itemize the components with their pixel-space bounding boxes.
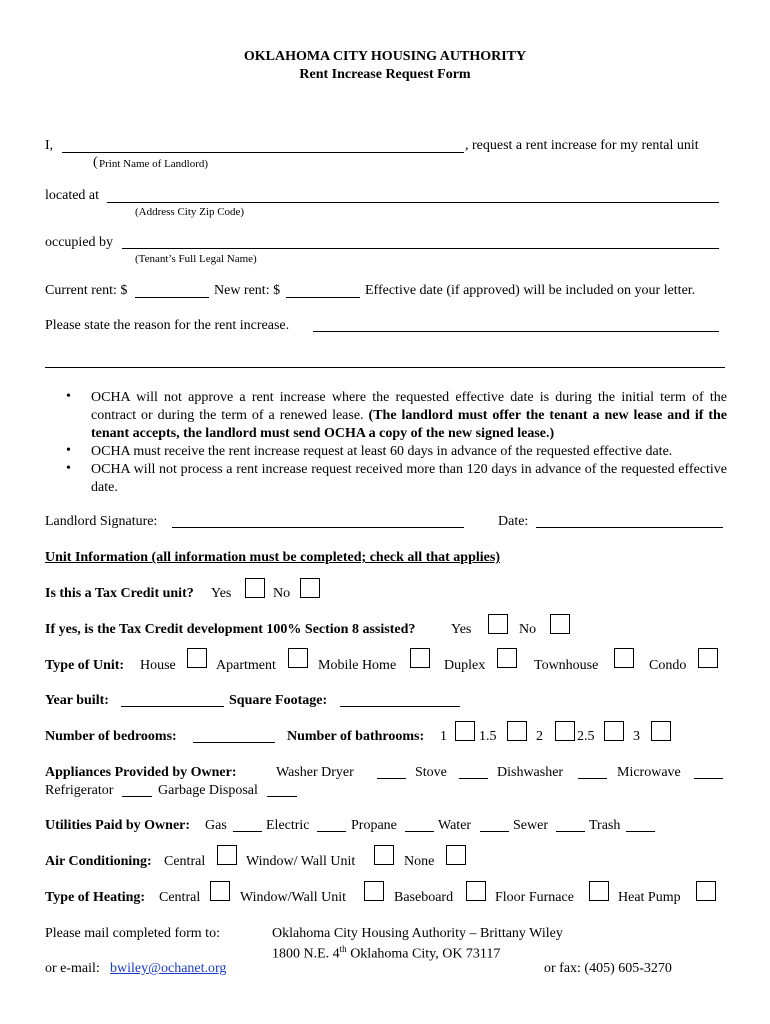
- heat-floor-checkbox[interactable]: [589, 881, 609, 901]
- ac-none-label: None: [404, 854, 435, 869]
- address-hint: (Address City Zip Code): [135, 206, 245, 218]
- appliance-disposal-label: Garbage Disposal: [158, 783, 258, 798]
- heat-window-checkbox[interactable]: [364, 881, 384, 901]
- unit-townhouse-checkbox[interactable]: [614, 648, 634, 668]
- unit-duplex-label: Duplex: [444, 658, 486, 673]
- bullet-1: [91, 389, 727, 443]
- section8-yes-checkbox[interactable]: [488, 614, 508, 634]
- utility-propane-label: Propane: [351, 818, 397, 833]
- heat-baseboard-label: Baseboard: [394, 890, 454, 905]
- bullet-1-bold: (The landlord must offer the tenant a new lease and if the tenant accepts, the landlord must send OCHA a copy of the new signed lease.): [91, 408, 728, 441]
- appliance-microwave-label: Microwave: [617, 765, 681, 780]
- appliance-stove-label: Stove: [415, 765, 447, 780]
- appliance-fridge-label: Refrigerator: [45, 783, 114, 798]
- utility-electric-label: Electric: [266, 818, 310, 833]
- bath-15-label: 1.5: [479, 729, 497, 744]
- heat-pump-label: Heat Pump: [618, 890, 681, 905]
- address-field[interactable]: [107, 202, 719, 203]
- bullet-1-text: OCHA will not approve a rent increase where the requested effective date is during the initial term of the contract or during the term of a renewed lease.: [91, 390, 727, 423]
- signature-field[interactable]: [172, 527, 464, 528]
- appliance-fridge-field[interactable]: [122, 796, 152, 797]
- current-rent-label: Current rent: $: [45, 283, 128, 298]
- bullet-3-dot: •: [66, 461, 71, 476]
- section8-no-checkbox[interactable]: [550, 614, 570, 634]
- ac-window-checkbox[interactable]: [374, 845, 394, 865]
- appliance-disposal-field[interactable]: [267, 796, 297, 797]
- landlord-suffix: , request a rent increase for my rental unit: [465, 138, 699, 153]
- org-title: OKLAHOMA CITY HOUSING AUTHORITY: [243, 49, 527, 64]
- mail-recipient: Oklahoma City Housing Authority – Brittany Wiley: [272, 926, 563, 941]
- year-built-field[interactable]: [121, 706, 224, 707]
- bath-25-checkbox[interactable]: [604, 721, 624, 741]
- bedrooms-field[interactable]: [193, 742, 275, 743]
- sqft-label: Square Footage:: [229, 693, 328, 708]
- heat-central-label: Central: [159, 890, 201, 905]
- ac-none-checkbox[interactable]: [446, 845, 466, 865]
- bath-3-checkbox[interactable]: [651, 721, 671, 741]
- utility-gas-label: Gas: [205, 818, 227, 833]
- appliance-dishwasher-label: Dishwasher: [497, 765, 564, 780]
- ac-label: Air Conditioning:: [45, 854, 152, 869]
- unit-condo-checkbox[interactable]: [698, 648, 718, 668]
- bullet-2: OCHA must receive the rent increase request at least 60 days in advance of the requested effective date.: [91, 444, 673, 459]
- appliance-washer-field[interactable]: [377, 778, 406, 779]
- heat-baseboard-checkbox[interactable]: [466, 881, 486, 901]
- section8-yes-label: Yes: [451, 622, 472, 637]
- bath-2-label: 2: [536, 729, 543, 744]
- tenant-hint: (Tenant’s Full Legal Name): [135, 253, 257, 265]
- heating-label: Type of Heating:: [45, 890, 146, 905]
- reason-field[interactable]: [313, 331, 719, 332]
- fax-number: or fax: (405) 605-3270: [544, 961, 672, 976]
- tax-credit-no-label: No: [273, 586, 291, 601]
- tax-credit-question: Is this a Tax Credit unit?: [45, 586, 194, 601]
- unit-apartment-label: Apartment: [216, 658, 276, 673]
- mail-address-sup: th: [339, 944, 347, 954]
- mail-label: Please mail completed form to:: [45, 926, 220, 941]
- heat-window-label: Window/Wall Unit: [240, 890, 347, 905]
- bedrooms-label: Number of bedrooms:: [45, 729, 177, 744]
- utility-trash-label: Trash: [589, 818, 621, 833]
- bath-15-checkbox[interactable]: [507, 721, 527, 741]
- unit-apartment-checkbox[interactable]: [288, 648, 308, 668]
- heat-central-checkbox[interactable]: [210, 881, 230, 901]
- landlord-prefix: I,: [45, 138, 54, 153]
- heat-pump-checkbox[interactable]: [696, 881, 716, 901]
- tenant-label: occupied by: [45, 235, 114, 250]
- email-link[interactable]: bwiley@ochanet.org: [110, 961, 227, 976]
- unit-info-heading: Unit Information (all information must be completed; check all that applies): [45, 550, 500, 565]
- year-built-label: Year built:: [45, 693, 109, 708]
- utility-gas-field[interactable]: [233, 831, 262, 832]
- bullet-3: OCHA will not process a rent increase request received more than 120 days in advance of the requested effective date.: [91, 462, 727, 495]
- utility-water-field[interactable]: [480, 831, 509, 832]
- new-rent-label: New rent: $: [214, 283, 281, 298]
- unit-condo-label: Condo: [649, 658, 687, 673]
- ac-central-label: Central: [164, 854, 206, 869]
- tenant-field[interactable]: [122, 248, 719, 249]
- mail-address: [272, 945, 500, 962]
- appliance-microwave-field[interactable]: [694, 778, 723, 779]
- bath-3-label: 3: [633, 729, 640, 744]
- bath-2-checkbox[interactable]: [555, 721, 575, 741]
- unit-house-checkbox[interactable]: [187, 648, 207, 668]
- unit-mobile-checkbox[interactable]: [410, 648, 430, 668]
- bath-1-label: 1: [440, 729, 447, 744]
- utilities-label: Utilities Paid by Owner:: [45, 818, 191, 833]
- sqft-field[interactable]: [340, 706, 460, 707]
- appliances-label: Appliances Provided by Owner:: [45, 765, 237, 780]
- section8-no-label: No: [519, 622, 537, 637]
- utility-electric-field[interactable]: [317, 831, 346, 832]
- date-label: Date:: [498, 514, 529, 529]
- utility-trash-field[interactable]: [626, 831, 655, 832]
- bullet-2-dot: •: [66, 443, 71, 458]
- address-label: located at: [45, 188, 100, 203]
- landlord-hint-paren: (: [93, 155, 98, 170]
- effective-date-note: Effective date (if approved) will be included on your letter.: [365, 283, 696, 298]
- utility-water-label: Water: [438, 818, 472, 833]
- utility-sewer-field[interactable]: [556, 831, 585, 832]
- section8-question: If yes, is the Tax Credit development 100% Section 8 assisted?: [45, 622, 416, 637]
- tax-credit-no-checkbox[interactable]: [300, 578, 320, 598]
- tax-credit-yes-label: Yes: [211, 586, 232, 601]
- utility-sewer-label: Sewer: [513, 818, 548, 833]
- unit-type-label: Type of Unit:: [45, 658, 125, 673]
- bath-25-label: 2.5: [577, 729, 595, 744]
- appliance-dishwasher-field[interactable]: [578, 778, 607, 779]
- ac-central-checkbox[interactable]: [217, 845, 237, 865]
- heat-floor-label: Floor Furnace: [495, 890, 574, 905]
- bath-1-checkbox[interactable]: [455, 721, 475, 741]
- new-rent-field[interactable]: [286, 297, 360, 298]
- form-title: Rent Increase Request Form: [299, 67, 471, 82]
- tax-credit-yes-checkbox[interactable]: [245, 578, 265, 598]
- bullet-1-dot: •: [66, 389, 71, 404]
- appliance-washer-label: Washer Dryer: [276, 765, 354, 780]
- ac-window-label: Window/ Wall Unit: [246, 854, 356, 869]
- mail-address-city: Oklahoma City, OK 73117: [346, 946, 501, 962]
- reason-label: Please state the reason for the rent increase.: [45, 318, 290, 333]
- bathrooms-label: Number of bathrooms:: [287, 729, 425, 744]
- landlord-hint: Print Name of Landlord): [99, 158, 209, 170]
- utility-propane-field[interactable]: [405, 831, 434, 832]
- date-field[interactable]: [536, 527, 723, 528]
- signature-label: Landlord Signature:: [45, 514, 158, 529]
- reason-field-line2[interactable]: [45, 367, 725, 368]
- unit-mobile-label: Mobile Home: [318, 658, 397, 673]
- appliance-stove-field[interactable]: [459, 778, 488, 779]
- unit-duplex-checkbox[interactable]: [497, 648, 517, 668]
- landlord-name-field[interactable]: [62, 152, 464, 153]
- unit-house-label: House: [140, 658, 176, 673]
- mail-address-street: 1800 N.E. 4: [272, 946, 340, 962]
- current-rent-field[interactable]: [135, 297, 209, 298]
- email-label: or e-mail:: [45, 961, 100, 976]
- unit-townhouse-label: Townhouse: [534, 658, 599, 673]
